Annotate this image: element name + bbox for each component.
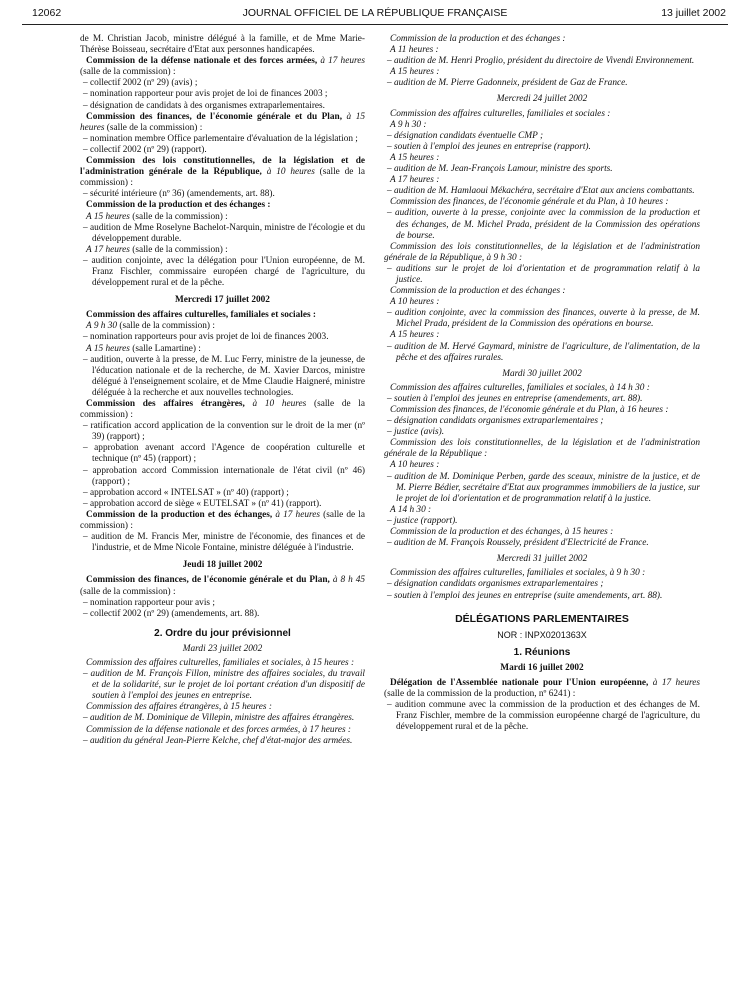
agenda-item: – soutien à l'emploi des jeunes en entreprise (suite amendements, art. 88). <box>387 590 663 601</box>
agenda-item: – approbation avenant accord l'Agence de coopération culturelle et technique (nº 45) (rapport) ; <box>83 443 365 465</box>
commission-heading: Commission des affaires culturelles, familiales et sociales, à 14 h 30 : <box>390 382 650 393</box>
time-slot: A 9 h 30 : <box>390 119 427 130</box>
commission-heading: Commission de la production et des échanges : <box>390 34 566 44</box>
agenda-item: – désignation candidats organismes extraparlementaires ; <box>387 416 604 427</box>
agenda-list <box>80 223 365 245</box>
time-slot: A 15 heures : <box>390 152 440 163</box>
agenda-item: – sécurité intérieure (nº 36) (amendements, art. 88). <box>83 189 275 200</box>
agenda-list <box>384 208 700 241</box>
agenda-item: – désignation candidats éventuelle CMP ; <box>387 130 544 141</box>
commission-heading: Commission des finances, de l'économie générale et du Plan, à 8 h 45 (salle de la commission) : <box>80 575 366 597</box>
agenda-item: – justice (rapport). <box>387 515 458 526</box>
section-heading: 2. Ordre du jour prévisionnel <box>154 627 291 639</box>
agenda-item: – audition de M. Francis Mer, ministre de l'économie, des finances et de l'industrie, et de Mme Nicole Fontaine, ministre déléguée à l'industrie. <box>83 532 365 554</box>
time-slot: A 15 heures : <box>390 67 440 78</box>
agenda-item: – collectif 2002 (nº 29) (rapport). <box>83 144 207 155</box>
left-column <box>80 34 365 747</box>
commission-heading: Commission des lois constitutionnelles, de la législation et de l'administration générale de la République, à 9 h 30 : <box>384 241 700 263</box>
agenda-list <box>384 700 700 733</box>
agenda-list <box>80 78 365 111</box>
nor-reference: NOR : INPX0201363X <box>497 629 587 640</box>
agenda-list <box>80 713 365 724</box>
agenda-item: – nomination membre Office parlementaire d'évaluation de la législation ; <box>83 133 358 144</box>
agenda-list <box>384 342 700 364</box>
agenda-item: – audition de M. François Fillon, ministre des affaires sociales, du travail et de la solidarité, sur le projet de loi portant création d'un dispositif de soutien à l'emploi des jeunes en entreprise. <box>83 669 365 702</box>
right-column <box>384 34 700 733</box>
commission-heading: Commission des finances, de l'économie générale et du Plan, à 10 heures : <box>390 197 669 208</box>
commission-heading: Commission des lois constitutionnelles, de la législation et de l'administration générale de la République : <box>384 438 700 460</box>
agenda-item: – nomination rapporteurs pour avis projet de loi de finances 2003. <box>83 332 329 343</box>
commission-heading: Commission des lois constitutionnelles, de la législation et de l'administration générale de la République, à 10 heures (salle de la commission) : <box>80 156 365 189</box>
time-slot: A 17 heures (salle de la commission) : <box>86 244 228 255</box>
commission-heading: Commission des affaires culturelles, familiales et sociales : <box>390 108 611 119</box>
agenda-item: – audition du général Jean-Pierre Kelche, chef d'état-major des armées. <box>83 735 353 746</box>
commission-heading: Commission des affaires culturelles, familiales et sociales, à 15 heures : <box>86 657 355 668</box>
agenda-list <box>384 131 700 153</box>
agenda-list <box>80 669 365 702</box>
section-title: DÉLÉGATIONS PARLEMENTAIRES <box>455 612 629 625</box>
agenda-item: – approbation accord « INTELSAT » (nº 40) (rapport) ; <box>83 487 289 498</box>
agenda-item: – collectif 2002 (nº 29) (avis) ; <box>83 78 198 89</box>
agenda-item: – approbation accord de siège « EUTELSAT » (nº 41) (rapport). <box>83 498 322 509</box>
agenda-list <box>384 472 700 505</box>
time-slot: A 9 h 30 (salle de la commission) : <box>86 321 215 332</box>
agenda-list <box>384 516 700 527</box>
agenda-list <box>80 256 365 289</box>
agenda-list <box>384 264 700 286</box>
agenda-list <box>80 332 365 343</box>
agenda-item: – désignation candidats organismes extraparlementaires ; <box>387 579 604 590</box>
agenda-item: – audition de M. François Roussely, président d'Electricité de France. <box>387 538 649 549</box>
agenda-item: – nomination rapporteur pour avis ; <box>83 597 215 608</box>
agenda-item: – nomination rapporteur pour avis projet de loi de finances 2003 ; <box>83 89 328 100</box>
agenda-list <box>80 355 365 399</box>
time-slot: A 10 heures : <box>390 297 440 308</box>
agenda-list <box>384 308 700 330</box>
agenda-item: – audition, ouverte à la presse, conjointe avec la commission de la production et des échanges, de M. Michel Prada, président de la Commission des opérations de bourse. <box>387 208 700 241</box>
day-heading: Mercredi 31 juillet 2002 <box>496 554 588 565</box>
agenda-item: – soutien à l'emploi des jeunes en entreprise (amendements, art. 88). <box>387 393 643 404</box>
agenda-list <box>384 538 700 549</box>
time-slot: A 10 heures : <box>390 460 440 471</box>
agenda-item: – auditions sur le projet de loi d'orientation et de programmation relatif à la justice. <box>387 263 700 285</box>
page-header <box>22 4 728 25</box>
time-slot: A 17 heures : <box>390 175 440 186</box>
journal-title: JOURNAL OFFICIEL DE LA RÉPUBLIQUE FRANÇAISE <box>242 7 508 19</box>
subsection-heading: 1. Réunions <box>513 646 571 658</box>
day-heading: Mardi 30 juillet 2002 <box>502 368 582 379</box>
delegation-heading: Délégation de l'Assemblée nationale pour l'Union européenne, à 17 heures (salle de la commission de la production, nº 6241) : <box>384 677 700 700</box>
agenda-item: – approbation accord Commission internationale de l'état civil (nº 46) (rapport) ; <box>83 465 365 487</box>
commission-heading: Commission de la production et des échanges : <box>86 200 271 211</box>
agenda-item: – ratification accord application de la convention sur le droit de la mer (nº 39) (rapport) ; <box>83 421 365 443</box>
time-slot: A 15 heures : <box>390 330 440 341</box>
agenda-item: – audition de M. Dominique de Villepin, ministre des affaires étrangères. <box>83 713 355 724</box>
agenda-item: – audition conjointe, avec la commission des finances, ouverte à la presse, de M. Michel Prada, président de la Commission des opérations en bourse. <box>387 308 700 330</box>
agenda-item: – soutien à l'emploi des jeunes en entreprise (rapport). <box>387 141 591 152</box>
commission-heading: Commission des affaires étrangères, à 15 heures : <box>86 702 272 713</box>
time-slot: A 15 heures (salle de la commission) : <box>86 211 228 222</box>
agenda-list <box>80 421 365 510</box>
agenda-list <box>384 78 700 89</box>
agenda-list <box>384 186 700 197</box>
commission-heading: Commission des affaires culturelles, familiales et sociales, à 9 h 30 : <box>390 568 646 579</box>
commission-heading: Commission de la défense nationale et des forces armées, à 17 heures : <box>86 724 352 735</box>
commission-heading: Commission de la production et des échanges, à 17 heures (salle de la commission) : <box>80 509 366 532</box>
agenda-list <box>384 579 700 601</box>
day-heading: Mardi 16 juillet 2002 <box>500 662 584 673</box>
day-heading: Mercredi 24 juillet 2002 <box>496 94 588 105</box>
time-slot: A 15 heures (salle Lamartine) : <box>86 343 201 354</box>
agenda-item: – audition de M. Pierre Gadonneix, président de Gaz de France. <box>387 78 628 89</box>
commission-heading: Commission des affaires étrangères, à 10 heures (salle de la commission) : <box>80 399 365 421</box>
agenda-list <box>384 164 700 175</box>
agenda-item: – audition de M. Jean-François Lamour, ministre des sports. <box>387 164 613 175</box>
commission-heading: Commission de la production et des échanges : <box>390 286 566 297</box>
agenda-item: – désignation de candidats à des organismes extraparlementaires. <box>83 100 325 111</box>
day-heading: Jeudi 18 juillet 2002 <box>182 560 263 571</box>
agenda-list <box>384 56 700 67</box>
agenda-list <box>384 416 700 438</box>
agenda-item: – audition commune avec la commission de la production et des échanges de M. Franz Fischler, membre de la commission européenne chargé de l'agriculture, du développement rural et de la pêche. <box>387 700 700 733</box>
agenda-list <box>384 394 700 405</box>
day-heading: Mardi 23 juillet 2002 <box>182 643 263 654</box>
agenda-item: – justice (avis). <box>387 427 445 438</box>
agenda-list <box>80 134 365 156</box>
commission-heading: Commission de la défense nationale et des forces armées, à 17 heures (salle de la commission) : <box>80 56 365 78</box>
agenda-item: – audition, ouverte à la presse, de M. Luc Ferry, ministre de la jeunesse, de l'éducation nationale et de la recherche, de M. Xavier Darcos, ministre délégué à l'enseignement scolaire, et de Mme Claudie Haigneré, ministre déléguée à la recherche et aux nouvelles technologies. <box>83 354 365 398</box>
agenda-list <box>80 532 365 554</box>
intro-paragraph: de M. Christian Jacob, ministre délégué à la famille, et de Mme Marie-Thérèse Boisseau, secrétaire d'Etat aux personnes handicapées. <box>80 34 365 56</box>
agenda-item: – audition de M. Hamlaoui Mékachéra, secrétaire d'Etat aux anciens combattants. <box>387 186 695 197</box>
agenda-item: – audition de M. Henri Proglio, président du directoire de Vivendi Environnement. <box>387 56 695 67</box>
day-heading: Mercredi 17 juillet 2002 <box>175 295 270 306</box>
page-number: 12062 <box>32 7 62 19</box>
time-slot: A 14 h 30 : <box>390 504 432 515</box>
commission-heading: Commission des affaires culturelles, familiales et sociales : <box>86 310 316 321</box>
agenda-item: – audition de Mme Roselyne Bachelot-Narquin, ministre de l'écologie et du développement durable. <box>83 222 365 244</box>
agenda-list <box>80 598 365 620</box>
agenda-item: – audition de M. Dominique Perben, garde des sceaux, ministre de la justice, et de M. Pierre Bédier, secrétaire d'Etat aux programmes immobiliers de la justice, sur le projet de loi d'orientation et de programmation relatif à la justice. <box>387 471 700 504</box>
agenda-item: – audition conjointe, avec la délégation pour l'Union européenne, de M. Franz Fischler, commissaire européen chargé de l'agriculture, du développement rural et de la pêche. <box>83 255 365 289</box>
commission-heading: Commission des finances, de l'économie générale et du Plan, à 15 heures (salle de la commission) : <box>80 111 365 133</box>
agenda-item: – collectif 2002 (nº 29) (amendements, art. 88). <box>83 608 260 619</box>
commission-heading: Commission de la production et des échanges, à 15 heures : <box>390 527 614 538</box>
issue-date: 13 juillet 2002 <box>661 7 726 19</box>
agenda-list <box>80 736 365 747</box>
agenda-item: – audition de M. Hervé Gaymard, ministre de l'agriculture, de l'alimentation, de la pêche et des affaires rurales. <box>387 341 700 363</box>
time-slot: A 11 heures : <box>390 45 439 56</box>
agenda-list <box>80 189 365 200</box>
commission-heading: Commission des finances, de l'économie générale et du Plan, à 16 heures : <box>390 405 669 415</box>
